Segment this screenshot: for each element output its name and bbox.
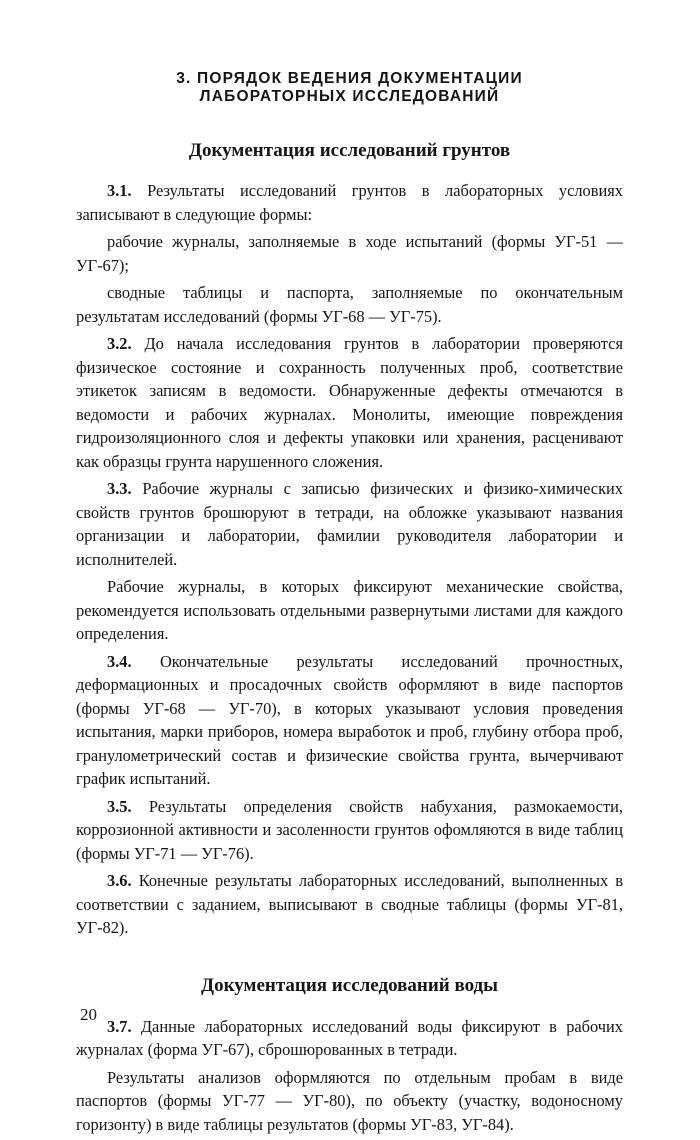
paragraph-text: сводные таблицы и паспорта, заполняемые по окончательным результатам исследований (формы УГ-68 — УГ-75). [76,283,623,326]
paragraph-3-2 [76,332,623,473]
paragraph-3-3-continued [76,575,623,646]
paragraph-3-7-continued [76,1066,623,1137]
section-title-soils: Документация исследований грунтов [188,140,511,161]
section-title-water: Документация исследований воды [201,974,498,996]
paragraph-text: Окончательные результаты исследований прочностных, деформационных и просадочных свойств оформляют в виде паспортов (формы УГ-68 — УГ-70), в которых указывают условия проведения испытания, марки приборов, номера выработок и проб, глубину отбора проб, гранулометрический состав и физические свойства грунта, вычерчивают график испытаний. [76,651,623,788]
paragraph-number: 3.3. [107,479,132,498]
paragraph-3-4 [76,650,623,791]
page-body [76,70,623,1140]
paragraph-3-1 [76,179,623,226]
paragraph-text: Результаты определения свойств набухания, размокаемости, коррозионной активности и засоленности грунтов офомляются в виде таблиц (формы УГ-71 — УГ-76). [76,796,623,863]
chapter-title-line-1: 3. ПОРЯДОК ВЕДЕНИЯ ДОКУМЕНТАЦИИ [176,70,523,87]
paragraph-3-1-item-2 [76,281,623,328]
paragraph-text: Результаты исследований грунтов в лабораторных условиях записывают в следующие формы: [76,181,623,224]
paragraph-3-1-item-1 [76,230,623,277]
chapter-title [76,70,623,106]
paragraph-3-3 [76,477,623,571]
paragraph-number: 3.6. [107,871,132,890]
paragraph-text: Рабочие журналы, в которых фиксируют механические свойства, рекомендуется использовать отдельными развернутыми листами для каждого определения. [76,577,623,643]
paragraph-text: До начала исследования грунтов в лаборатории проверяются физическое состояние и сохранность полученных проб, соответствие этикеток записям в ведомости. Обнаруженные дефекты отмечаются в ведомости и рабочих журналах. Монолиты, имеющие повреждения гидроизоляционного слоя и дефекты упаковки или хранения, расценивают как образцы грунта нарушенного сложения. [76,334,623,471]
paragraph-number: 3.7. [107,1016,132,1036]
paragraph-text: Рабочие журналы с записью физических и физико-химических свойств грунтов брошюруют в тетради, на обложке указывают названия организации и лаборатории, фамилии руководителя лаборатории и исполнителей. [76,479,623,569]
paragraph-3-6 [76,869,623,940]
paragraph-text: Данные лабораторных исследований воды фиксируют в рабочих журналах (форма УГ-67), сброшюрованных в тетради. [76,1016,623,1059]
paragraph-number: 3.1. [107,181,132,200]
paragraph-number: 3.5. [107,796,132,816]
chapter-title-line-2: ЛАБОРАТОРНЫХ ИССЛЕДОВАНИЙ [199,88,500,105]
page-number: 20 [80,1005,97,1024]
paragraph-text: Конечные результаты лабораторных исследований, выполненных в соответствии с заданием, выписывают в сводные таблицы (формы УГ-81, УГ-82). [76,871,623,937]
paragraph-text: Результаты анализов оформляются по отдельным пробам в виде паспортов (формы УГ-77 — УГ-80), по объекту (участку, водоносному горизонту) в виде таблицы результатов (формы УГ-83, УГ-84). [76,1067,623,1134]
paragraph-number: 3.2. [107,334,132,353]
paragraph-3-5 [76,795,623,866]
paragraph-text: рабочие журналы, заполняемые в ходе испытаний (формы УГ-51 — УГ-67); [76,232,623,275]
paragraph-3-7 [76,1015,623,1062]
paragraph-number: 3.4. [107,651,132,671]
